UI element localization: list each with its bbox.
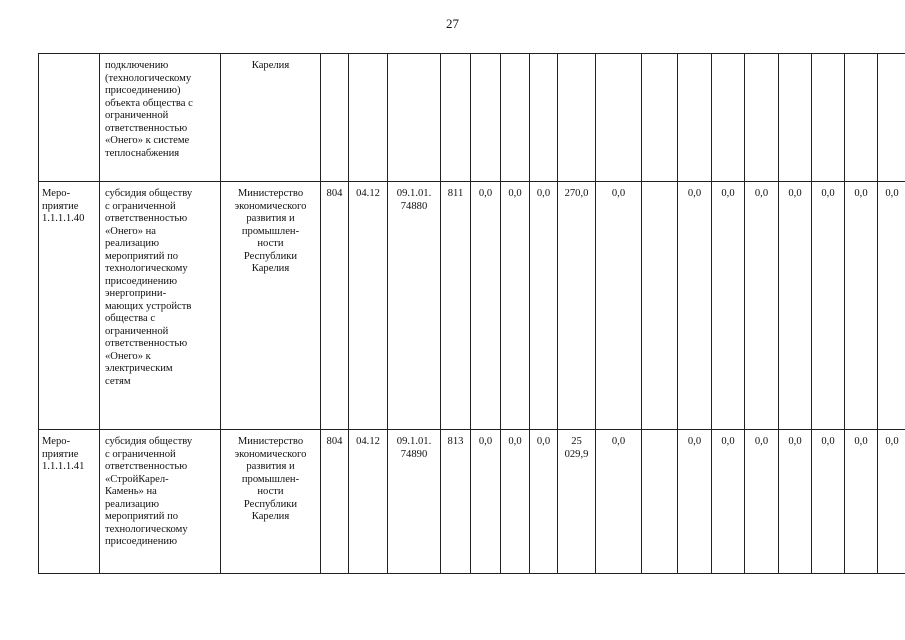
page-number: 27 [446,16,459,31]
value-cell [712,54,745,182]
rzpr-cell: 04.12 [349,430,388,574]
value-cell: 270,0 [558,182,596,430]
value-cell: 0,0 [530,182,558,430]
table-row [39,54,905,182]
value-cell: 0,0 [812,182,845,430]
value-cell: 0,0 [501,430,530,574]
value-cell [845,54,878,182]
measure-cell: Меро- приятие 1.1.1.1.40 [39,182,100,430]
value-cell [642,182,678,430]
rzpr-cell: 04.12 [349,182,388,430]
value-cell: 0,0 [812,430,845,574]
budget-table [38,53,905,574]
value-cell [501,54,530,182]
description-cell: подключению (технологическому присоединению) объекта общества с ограниченной ответственностью «Онего» к системе теплоснабжения [100,54,221,182]
measure-cell: Меро- приятие 1.1.1.1.41 [39,430,100,574]
value-cell [530,54,558,182]
value-cell [745,54,779,182]
measure-cell [39,54,100,182]
value-cell: 0,0 [530,430,558,574]
rzpr-cell [349,54,388,182]
csr-cell [388,54,441,182]
table-row [39,430,905,574]
value-cell: 0,0 [712,182,745,430]
value-cell: 0,0 [596,182,642,430]
executor-cell: Министерство экономического развития и промышлен- ности Республики Карелия [221,182,321,430]
value-cell: 0,0 [878,430,905,574]
value-cell: 0,0 [471,430,501,574]
value-cell: 0,0 [745,430,779,574]
table-row [39,182,905,430]
value-cell: 0,0 [678,182,712,430]
value-cell: 0,0 [745,182,779,430]
value-cell [878,54,905,182]
value-cell [596,54,642,182]
vr-cell: 813 [441,430,471,574]
value-cell: 0,0 [779,182,812,430]
value-cell: 0,0 [712,430,745,574]
value-cell [812,54,845,182]
description-cell: субсидия обществу с ограниченной ответственностью «СтройКарел- Камень» на реализацию мероприятий по технологическому присоединению [100,430,221,574]
value-cell: 0,0 [678,430,712,574]
vr-cell: 811 [441,182,471,430]
description-cell: субсидия обществу с ограниченной ответственностью «Онего» на реализацию мероприятий по технологическому присоединению энергоприни- мающих устройств общества с ограниченной ответственностью «Онего» к электрическим сетям [100,182,221,430]
grbs-cell: 804 [321,182,349,430]
executor-cell: Министерство экономического развития и промышлен- ности Республики Карелия [221,430,321,574]
value-cell: 0,0 [596,430,642,574]
value-cell [642,54,678,182]
executor-cell: Карелия [221,54,321,182]
vr-cell [441,54,471,182]
value-cell: 0,0 [471,182,501,430]
value-cell [558,54,596,182]
value-cell: 0,0 [779,430,812,574]
value-cell [471,54,501,182]
value-cell: 25 029,9 [558,430,596,574]
grbs-cell: 804 [321,430,349,574]
value-cell: 0,0 [845,430,878,574]
value-cell: 0,0 [878,182,905,430]
value-cell [678,54,712,182]
csr-cell: 09.1.01. 74880 [388,182,441,430]
value-cell [642,430,678,574]
csr-cell: 09.1.01. 74890 [388,430,441,574]
value-cell [779,54,812,182]
grbs-cell [321,54,349,182]
value-cell: 0,0 [845,182,878,430]
value-cell: 0,0 [501,182,530,430]
